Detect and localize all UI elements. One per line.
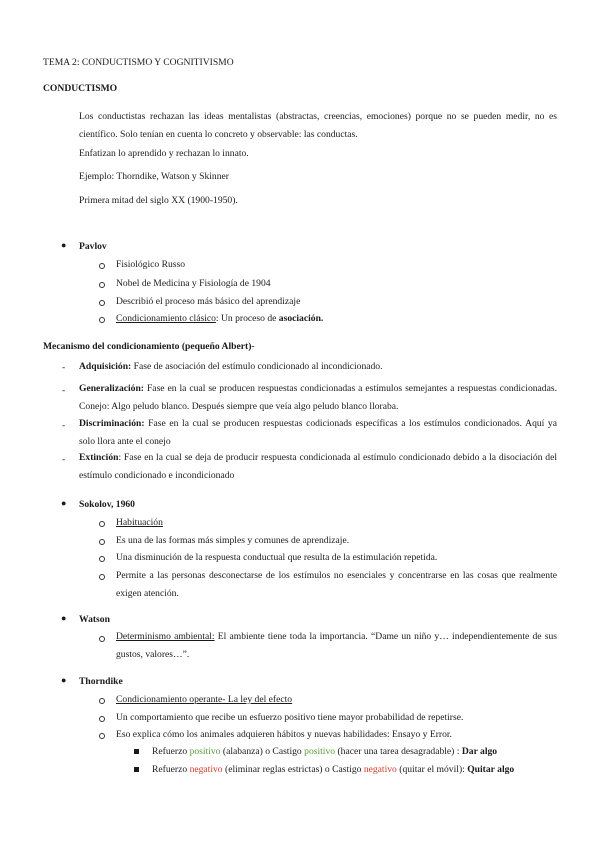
thorndike-subitem: Refuerzo negativo (eliminar reglas estrictas) o Castigo negativo (quitar el móvil): Quitar algo [152, 764, 515, 775]
sokolov-item: Habituación [116, 517, 163, 528]
mecanismo-entry: Generalización: Fase en la cual se producen respuestas condicionadas a estímulos semejantes a respuestas condicionadas. Conejo: Algo peludo blanco. Después siempre que veía algo peludo blanco lloraba. [79, 383, 557, 412]
circle-bullet-icon [99, 716, 105, 722]
dash-bullet-icon: - [62, 362, 66, 373]
circle-bullet-icon [99, 282, 105, 288]
thorndike-item: Eso explica cómo los animales adquieren hábitos y nuevas habilidades: Ensayo y Error. [116, 729, 452, 740]
pavlov-item: Fisiológico Russo [116, 259, 186, 270]
tema-title: TEMA 2: CONDUCTISMO Y COGNITIVISMO [43, 57, 234, 68]
pavlov-item: Nobel de Medicina y Fisiología de 1904 [116, 278, 271, 289]
square-bullet-icon [134, 767, 139, 772]
pavlov-heading: Pavlov [79, 241, 107, 252]
thorndike-subitem: Refuerzo positivo (alabanza) o Castigo positivo (hacer una tarea desagradable) : Dar algo [152, 746, 498, 757]
bullet-icon: ● [61, 240, 67, 250]
mecanismo-entry: Adquisición: Fase de asociación del estímulo condicionado al incondicionado. [79, 361, 383, 372]
watson-heading: Watson [79, 614, 110, 625]
thorndike-item: Un comportamiento que recibe un esfuerzo positivo tiene mayor probabilidad de repetirse. [116, 712, 464, 723]
bullet-icon: ● [61, 675, 67, 685]
bullet-icon: ● [61, 498, 67, 508]
circle-bullet-icon [99, 300, 105, 306]
mecanismo-heading: Mecanismo del condicionamiento (pequeño Albert)- [43, 341, 255, 352]
sokolov-item: Permite a las personas desconectarse de los estímulos no esenciales y concentrarse en las cosas que realmente exigen atención. [116, 570, 557, 599]
conductismo-paragraph-4: Primera mitad del siglo XX (1900-1950). [79, 195, 238, 206]
circle-bullet-icon [99, 539, 105, 545]
circle-bullet-icon [99, 733, 105, 739]
sokolov-item: Es una de las formas más simples y comunes de aprendizaje. [116, 535, 350, 546]
dash-bullet-icon: - [62, 454, 66, 465]
conductismo-paragraph-2: Enfatizan lo aprendido y rechazan lo innato. [79, 148, 249, 159]
pavlov-item: Condicionamiento clásico: Un proceso de asociación. [116, 313, 324, 324]
circle-bullet-icon [99, 636, 105, 642]
watson-item: Determinismo ambiental: El ambiente tiene toda la importancia. “Dame un niño y… independientemente de sus gustos, valores…”. [116, 631, 557, 660]
circle-bullet-icon [99, 698, 105, 704]
dash-bullet-icon: - [62, 420, 66, 431]
conductismo-heading: CONDUCTISMO [43, 83, 118, 94]
mecanismo-entry: Discriminación: Fase en la cual se producen respuestas codicionads específicas a los estímulos condicionados. Aquí ya solo llora ante el conejo [79, 418, 557, 447]
thorndike-item: Condicionamiento operante- La ley del efecto [116, 694, 293, 705]
circle-bullet-icon [99, 263, 105, 269]
mecanismo-entry: Extinción: Fase en la cual se deja de producir respuesta condicionada al estímulo condicionado debido a la disociación del estímulo condicionado e incondicionado [79, 452, 557, 481]
dash-bullet-icon: - [62, 385, 66, 396]
conductismo-paragraph-1: Los conductistas rechazan las ideas mentalistas (abstractas, creencias, emociones) porque no se pueden medir, no es científico. Solo tenían en cuenta lo concreto y observable: las conductas. [79, 111, 557, 140]
conductismo-paragraph-3: Ejemplo: Thorndike, Watson y Skinner [79, 171, 229, 182]
pavlov-item: Describió el proceso más básico del aprendizaje [116, 296, 301, 307]
bullet-icon: ● [61, 613, 67, 623]
circle-bullet-icon [99, 556, 105, 562]
circle-bullet-icon [99, 317, 105, 323]
sokolov-item: Una disminución de la respuesta conductual que resulta de la estimulación repetida. [116, 552, 438, 563]
circle-bullet-icon [99, 521, 105, 527]
circle-bullet-icon [99, 574, 105, 580]
sokolov-heading: Sokolov, 1960 [79, 499, 135, 510]
thorndike-heading: Thorndike [79, 676, 123, 687]
square-bullet-icon [134, 749, 139, 754]
